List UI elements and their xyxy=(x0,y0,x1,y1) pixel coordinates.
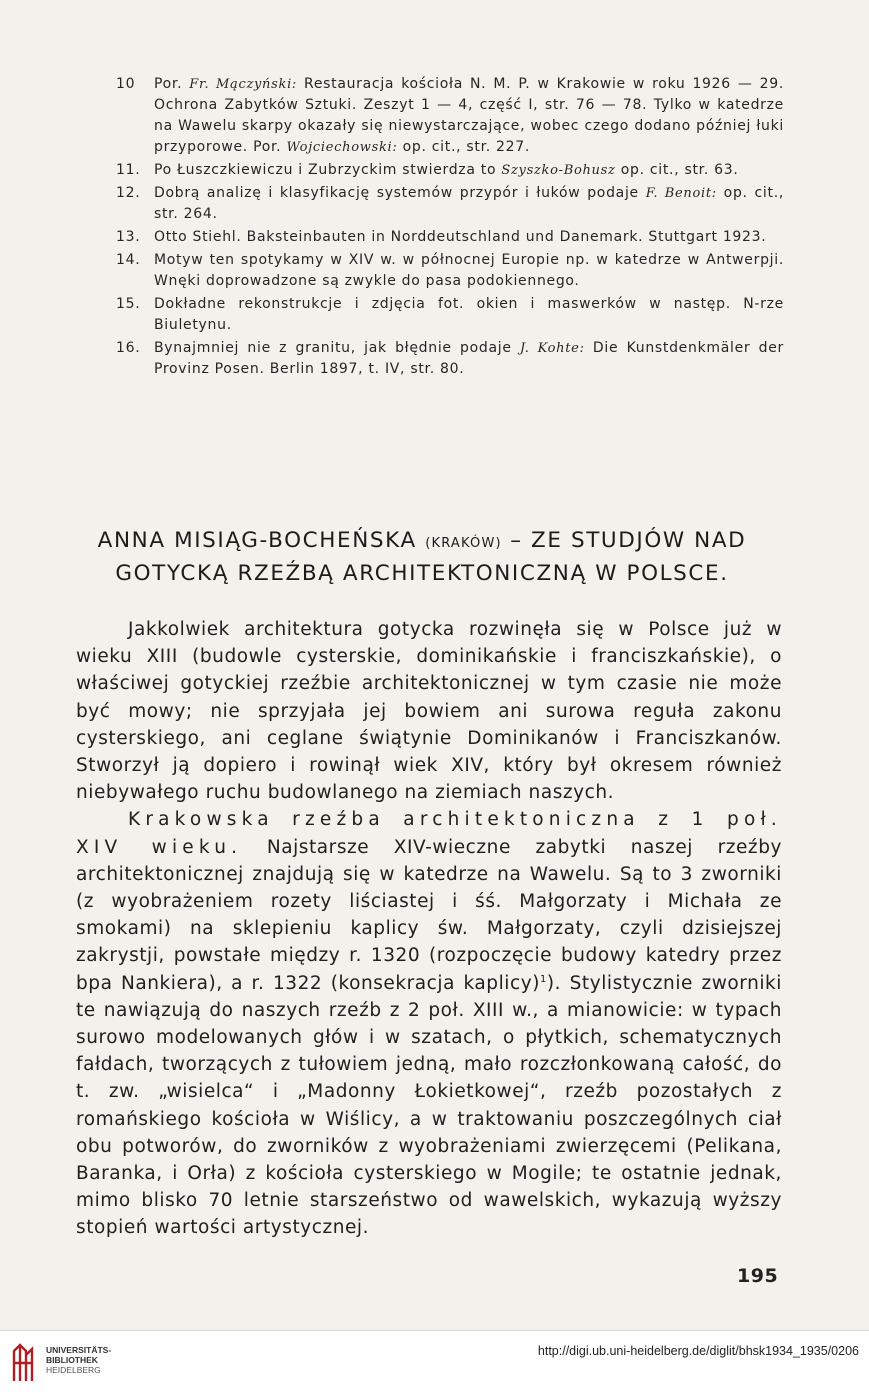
permalink-url[interactable]: http://digi.ub.uni-heidelberg.de/diglit/bhsk1934_1935/0206 xyxy=(537,1344,859,1358)
footnote-author: J. Kohte: xyxy=(519,341,585,356)
footnote-text-part: Bynajmniej nie z granitu, jak błędnie podaje xyxy=(154,340,520,356)
article-heading xyxy=(62,526,782,589)
footnote-text xyxy=(154,160,784,181)
footnote-text-part: Die Kunstdenkmäler der Provinz Posen. Berlin 1897, t. IV, str. 80. xyxy=(154,340,784,377)
footnote-text-part: Dobrą analizę i klasyfikację systemów przypór i łuków podaje xyxy=(154,185,646,201)
article-place: (KRAKÓW) xyxy=(425,536,502,551)
footnote-number: 10 xyxy=(116,76,136,92)
footnote-text xyxy=(154,338,784,380)
footnote-number: 14. xyxy=(116,252,141,268)
section-lead: Krakowska rzeźba architektoniczna z 1 poł. XIV wieku. xyxy=(76,809,782,858)
footnote xyxy=(116,183,784,225)
footnote xyxy=(116,74,784,158)
footnotes-block xyxy=(116,74,784,382)
footnote-text-part: Por. xyxy=(154,76,190,92)
article-body xyxy=(76,616,782,1242)
library-name-line: BIBLIOTHEK xyxy=(46,1355,98,1365)
paragraph-text: Najstarsze XIV-wieczne zabytki naszej rzeźby architektonicznej znajdują się w katedrze na Wawelu. Są to 3 zworniki (z wyobrażeniem rozety liściastej i śś. Małgorzaty i Michała ze smokami) na sklepieniu kaplicy św. Małgorzaty, czyli dzisiejszej zakrystji, powstałe między r. 1320 (rozpoczęcie budowy katedry przez bpa Nankiera), a r. 1322 (konsekracja kaplicy) xyxy=(76,836,782,994)
footnote-text-part: op. cit., str. 264. xyxy=(154,185,784,222)
article-title-part: GOTYCKĄ RZEŹBĄ ARCHITEKTONICZNĄ W POLSCE. xyxy=(115,561,729,586)
footnote xyxy=(116,250,784,292)
footnote-number: 16. xyxy=(116,340,141,356)
footnote-author: Fr. Mączyński: xyxy=(189,77,298,92)
footnote-text-part: Po Łuszczkiewiczu i Zubrzyckim stwierdza to xyxy=(154,162,502,178)
footnote xyxy=(116,338,784,380)
article-author: ANNA MISIĄG-BOCHEŃSKA xyxy=(97,528,417,553)
article-title-part: – ZE STUDJÓW NAD xyxy=(510,528,747,553)
footnote-text xyxy=(154,74,784,158)
library-logo-mark xyxy=(14,1345,32,1381)
viewer-footer xyxy=(0,1330,869,1393)
paragraph: Jakkolwiek architektura gotycka rozwinęła się w Polsce już w wieku XIII (budowle cysterskie, dominikańskie i franciszkańskie), o właściwej gotyckiej rzeźbie architektonicznej w tym czasie nie może być mowy; nie sprzyjała jej bowiem ani surowa reguła zakonu cysterskiego, ani ceglane świątynie Dominikanów i Franciszkanów. Stworzył ją dopiero i rowinął wiek XIV, który był okresem również niebywałego ruchu budowlanego na ziemiach naszych. xyxy=(76,619,782,804)
footnote xyxy=(116,294,784,336)
footnote-author: Wojciechowski: xyxy=(286,140,398,155)
footnote-number: 13. xyxy=(116,229,141,245)
footnote-ref[interactable]: 1 xyxy=(539,973,547,985)
page-number: 195 xyxy=(737,1265,779,1287)
footnote-number: 11. xyxy=(116,162,141,178)
footnote-number: 12. xyxy=(116,185,141,201)
library-name xyxy=(46,1345,111,1375)
footnote-text-part: op. cit., str. 63. xyxy=(615,162,739,178)
library-logo-icon xyxy=(10,1341,36,1385)
footnote xyxy=(116,227,784,248)
paragraph-text: ). Stylistycznie zworniki te nawiązują do naszych rzeźb z 2 poł. XIII w., a mianowicie: w typach surowo modelowanych głów i w szatach, o płytkich, schematycznych fałdach, tworzących z tułowiem jedną, mało rozczłonkowaną całość, do t. zw. „wisielca“ i „Madonny Łokietkowej“, rzeźb pozostałych z romańskiego kościoła w Wiślicy, a w traktowaniu poszczególnych ciał obu potworów, do zworników z wyobrażeniami zwierzęcemi (Pelikana, Baranka, i Orła) z kościoła cysterskiego w Mogile; te ostatnie jednak, mimo blisko 70 letnie starszeństwo od wawelskich, wykazują wyższy stopień wartości artystycznej. xyxy=(76,972,783,1239)
footnote-number: 15. xyxy=(116,296,141,312)
paragraph xyxy=(76,806,782,1241)
footnote-text: Motyw ten spotykamy w XIV w. w północnej Europie np. w katedrze w Antwerpji. Wnęki doprowadzone są zwykle do pasa podokiennego. xyxy=(154,252,784,289)
footnote-text-part: Restauracja kościoła N. M. P. w Krakowie w roku 1926 — 29. Ochrona Zabytków Sztuki. Zeszyt 1 — 4, część I, str. 76 — 78. Tylko w katedrze na Wawelu skarpy okazały się niewystarczające, wobec czego dodano później łuki przyporowe. Por. xyxy=(154,76,784,155)
footnote-text xyxy=(154,183,784,225)
library-name-line: UNIVERSITÄTS- xyxy=(46,1345,112,1355)
footnote-text: Otto Stiehl. Baksteinbauten in Norddeutschland und Danemark. Stuttgart 1923. xyxy=(154,229,767,245)
footnote-author: F. Benoit: xyxy=(645,186,717,201)
footnote-author: Szyszko-Bohusz xyxy=(501,163,616,178)
footnote-text: Dokładne rekonstrukcje i zdjęcia fot. okien i maswerków w następ. N-rze Biuletynu. xyxy=(154,296,784,333)
footnote-text-part: op. cit., str. 227. xyxy=(397,139,531,155)
footnote xyxy=(116,160,784,181)
library-name-line: HEIDELBERG xyxy=(46,1365,101,1375)
